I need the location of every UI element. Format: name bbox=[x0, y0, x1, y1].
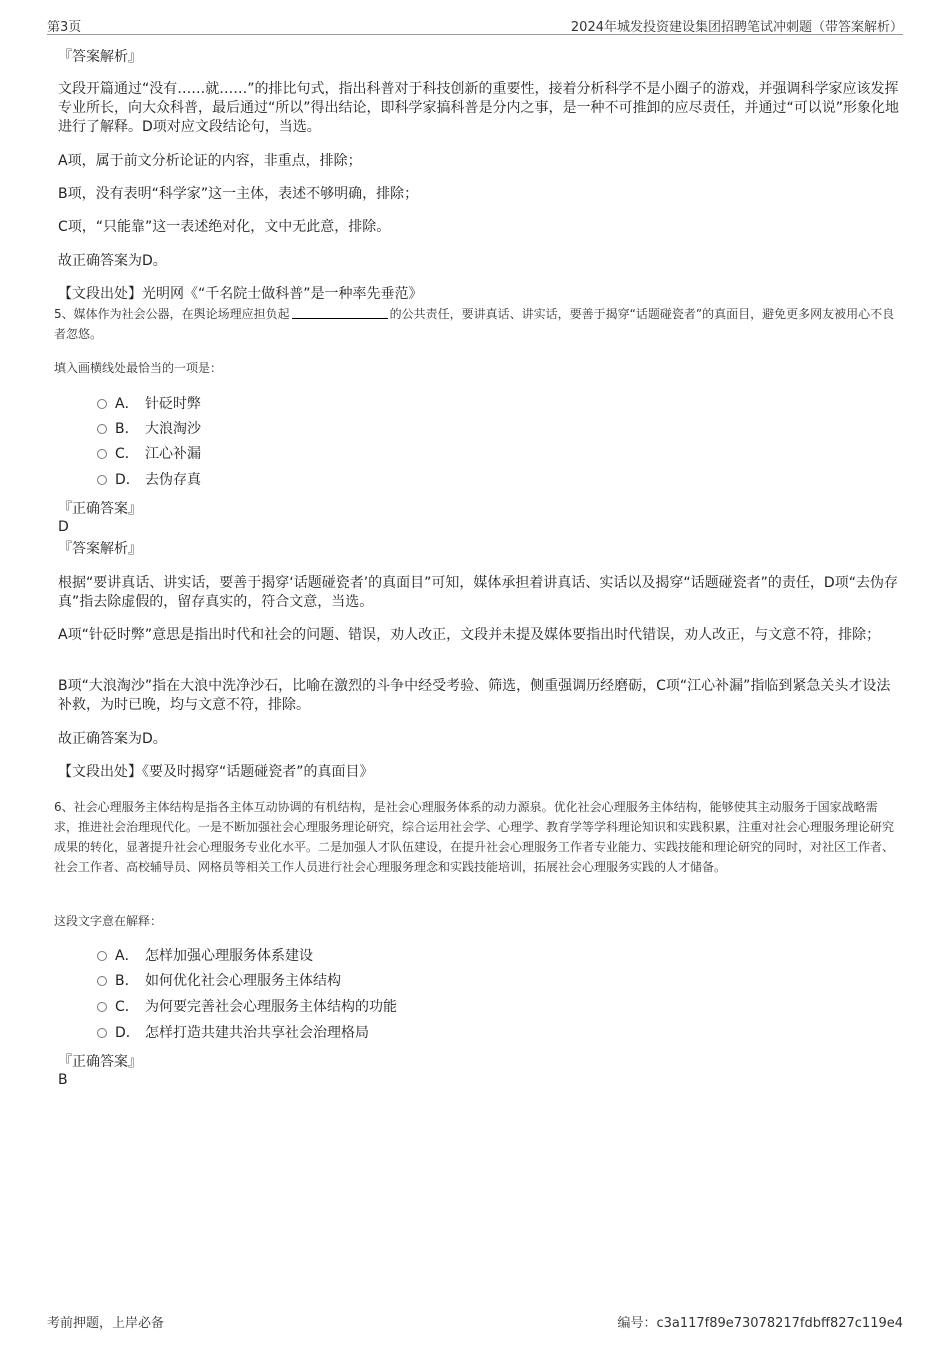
q4-analysis-p4: C项，“只能靠”这一表述绝对化，文中无此意，排除。 bbox=[58, 219, 391, 235]
q6-option-b[interactable] bbox=[97, 970, 341, 992]
q5-source: 【文段出处】《要及时揭穿“话题碰瓷者”的真面目》 bbox=[58, 764, 374, 780]
q5-prompt: 填入画横线处最恰当的一项是： bbox=[54, 361, 223, 375]
option-text: 去伪存真 bbox=[145, 472, 201, 488]
page-footer bbox=[47, 1312, 903, 1332]
option-text: 针砭时弊 bbox=[145, 396, 201, 412]
radio-icon[interactable] bbox=[97, 449, 107, 459]
radio-icon[interactable] bbox=[97, 976, 107, 986]
q5-analysis-p2: A项“针砭时弊”意思是指出时代和社会的问题、错误，劝人改正，文段并未提及媒体要指出时代错误，劝人改正，与文意不符，排除； bbox=[58, 627, 881, 643]
q5-option-b[interactable] bbox=[97, 418, 201, 440]
q5-option-d[interactable] bbox=[97, 469, 201, 491]
q5-stem-part2: 的公共责任，要讲真话、讲实话，要善于揭穿“话题碰瓷者”的真面目，避免更多网友被用心不良者忽悠。 bbox=[54, 307, 895, 341]
option-text: 如何优化社会心理服务主体结构 bbox=[145, 973, 341, 989]
q6-option-d[interactable] bbox=[97, 1022, 369, 1044]
footer-slogan: 考前押题，上岸必备 bbox=[47, 1316, 165, 1331]
q6-option-c[interactable] bbox=[97, 996, 397, 1018]
q4-analysis-p2: A项，属于前文分析论证的内容，非重点，排除； bbox=[58, 153, 362, 169]
q4-conclusion: 故正确答案为D。 bbox=[58, 253, 167, 269]
fill-blank bbox=[292, 306, 388, 319]
q5-analysis-p3: B项“大浪淘沙”指在大浪中洗净沙石，比喻在激烈的斗争中经受考验、筛选，侧重强调历经磨砺，C项“江心补漏”指临到紧急关头才设法补救，为时已晚，均与文意不符，排除。 bbox=[58, 678, 891, 713]
option-letter: D． bbox=[115, 1025, 140, 1041]
radio-icon[interactable] bbox=[97, 475, 107, 485]
q6-prompt: 这段文字意在解释： bbox=[54, 914, 163, 928]
q5-stem bbox=[54, 304, 900, 344]
q5-answer-label: 『正确答案』 bbox=[58, 501, 142, 517]
q5-stem-part1: 5、媒体作为社会公器，在舆论场理应担负起 bbox=[54, 307, 290, 321]
q5-conclusion: 故正确答案为D。 bbox=[58, 731, 167, 747]
q6-stem: 6、社会心理服务主体结构是指各主体互动协调的有机结构，是社会心理服务体系的动力源泉。优化社会心理服务主体结构，能够使其主动服务于国家战略需求，推进社会治理现代化。一是不断加强社会心理服务理论研究，综合运用社会学、心理学、教育学等学科理论知识和实践积累，注重对社会心理服务理论研究成果的转化，显著提升社会心理服务专业化水平。二是加强人才队伍建设，在提升社会心理服务工作者专业能力、实践技能和理论研究的同时，对社区工作者、社会工作者、高校辅导员、网格员等相关工作人员进行社会心理服务理念和实践技能培训，拓展社会心理服务实践的人才储备。 bbox=[54, 800, 895, 874]
option-text: 大浪淘沙 bbox=[145, 421, 201, 437]
option-letter: D． bbox=[115, 472, 140, 488]
option-text: 为何要完善社会心理服务主体结构的功能 bbox=[145, 999, 397, 1015]
q4-analysis-p3: B项，没有表明“科学家”这一主体，表述不够明确，排除； bbox=[58, 186, 419, 202]
q4-analysis-p1: 文段开篇通过“没有……就……”的排比句式，指出科普对于科技创新的重要性，接着分析科学不是小圈子的游戏，并强调科学家应该发挥专业所长，向大众科普，最后通过“所以”得出结论，即科学家搞科普是分内之事，是一种不可推卸的应尽责任，并通过“可以说”形象化地进行了解释。D项对应文段结论句，当选。 bbox=[58, 81, 900, 135]
radio-icon[interactable] bbox=[97, 1028, 107, 1038]
option-letter: C． bbox=[115, 446, 139, 462]
option-letter: B． bbox=[115, 973, 139, 989]
radio-icon[interactable] bbox=[97, 399, 107, 409]
option-text: 怎样打造共建共治共享社会治理格局 bbox=[145, 1025, 369, 1041]
q4-source: 【文段出处】光明网《“千名院士做科普”是一种率先垂范》 bbox=[58, 286, 423, 302]
q6-answer-label: 『正确答案』 bbox=[58, 1054, 142, 1070]
document-title: 2024年城发投资建设集团招聘笔试冲刺题（带答案解析） bbox=[570, 20, 903, 35]
page-header bbox=[47, 14, 903, 35]
option-letter: B． bbox=[115, 421, 139, 437]
q5-option-a[interactable] bbox=[97, 393, 201, 415]
radio-icon[interactable] bbox=[97, 951, 107, 961]
option-text: 江心补漏 bbox=[145, 446, 201, 462]
q5-analysis-label: 『答案解析』 bbox=[58, 541, 142, 557]
option-letter: C． bbox=[115, 999, 139, 1015]
option-letter: A． bbox=[115, 396, 139, 412]
page-number: 第3页 bbox=[47, 20, 82, 35]
radio-icon[interactable] bbox=[97, 1002, 107, 1012]
option-letter: A． bbox=[115, 948, 139, 964]
q5-answer: D bbox=[58, 519, 69, 535]
radio-icon[interactable] bbox=[97, 424, 107, 434]
q6-answer: B bbox=[58, 1072, 68, 1088]
document-code: 编号：c3a117f89e73078217fdbff827c119e4 bbox=[617, 1316, 903, 1331]
q4-analysis-label: 『答案解析』 bbox=[58, 49, 142, 65]
q5-option-c[interactable] bbox=[97, 443, 201, 465]
option-text: 怎样加强心理服务体系建设 bbox=[145, 948, 313, 964]
q6-option-a[interactable] bbox=[97, 945, 313, 967]
q5-analysis-p1: 根据“要讲真话、讲实话，要善于揭穿‘话题碰瓷者’的真面目”可知，媒体承担着讲真话、实话以及揭穿“话题碰瓷者”的责任，D项“去伪存真”指去除虚假的，留存真实的，符合文意，当选。 bbox=[58, 575, 898, 610]
